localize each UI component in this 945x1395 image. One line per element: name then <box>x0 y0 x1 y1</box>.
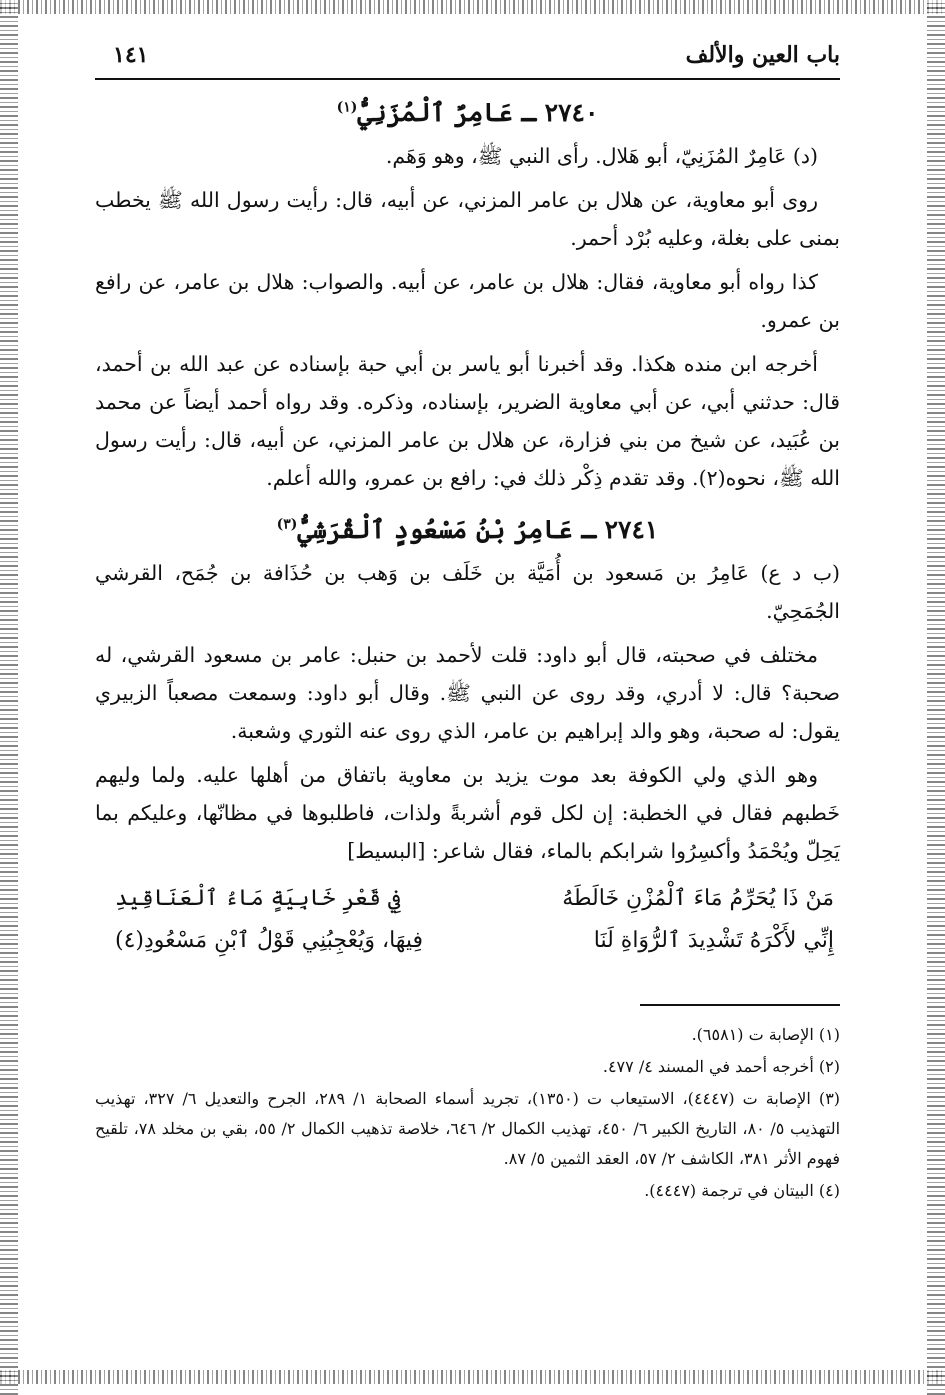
footnote-item: (٣) الإصابة ت (٤٤٤٧)، الاستيعاب ت (١٣٥٠)، تجريد أسماء الصحابة ١/ ٢٨٩، الجرح والتعديل ٦/ ٣٢٧، تهذيب التهذيب ٥/ ٨٠، التاريخ الكبير ٦/ ٤٥٠، تهذيب الكمال ٢/ ٦٤٦، خلاصة تذهيب الكمال ٢/ ٥٥، بقي بن مخلد ٧٨، تلقيح فهوم الأثر ٣٨١، الكاشف ٢/ ٥٧، العقد الثمين ٥/ ٨٧. <box>95 1089 841 1168</box>
entry-paragraph: روى أبو معاوية، عن هلال بن عامر المزني، عن أبيه، قال: رأيت رسول الله ﷺ يخطب بمنى على بغلة، وعليه بُرْد أحمر. <box>95 188 840 250</box>
decorative-border-left <box>0 0 18 1395</box>
footnote-item: (١) الإصابة ت (٦٥٨١). <box>691 1025 840 1044</box>
verse-line <box>95 920 840 962</box>
footnote-separator <box>640 1004 840 1006</box>
entry-paragraph: كذا رواه أبو معاوية، فقال: هلال بن عامر، عن أبيه. والصواب: هلال بن عامر، عن رافع بن عمرو. <box>95 270 840 332</box>
verse-second-hemistich: فِي قَعْرِ خَابِيَةٍ مَاءُ ٱلْعَنَاقِيدِ <box>115 886 401 911</box>
entry-title <box>95 515 840 544</box>
decorative-border-top <box>0 0 945 14</box>
footnote-item: (٤) البيتان في ترجمة (٤٤٤٧). <box>644 1181 840 1200</box>
entry-paragraph: مختلف في صحبته، قال أبو داود: قلت لأحمد بن حنبل: عامر بن مسعود القرشي، له صحبة؟ قال: لا أدري، وقد روى عن النبي ﷺ. وقال أبو داود: وسمعت مصعباً الزبيري يقول: له صحبة، وهو والد إبراهيم بن عامر، الذي روى عنه الثوري وشعبة. <box>95 643 840 743</box>
verse-first-hemistich: إِنِّي لأَكْرَهُ تَشْدِيدَ ٱلرُّوَاةِ لَنَا <box>593 928 834 953</box>
footnote-marker: (١) <box>336 99 358 116</box>
book-page <box>95 32 840 1352</box>
verse-first-hemistich: مَنْ ذَا يُحَرِّمُ مَاءَ ٱلْمُزْنِ خَالَطَهُ <box>562 886 834 911</box>
entry-paragraph: (ب د ع) عَامِرُ بن مَسعود بن أُمَيَّة بن خَلَف بن وَهب بن حُذَافة بن جُمَح، القرشي الجُمَحِيّ. <box>95 561 840 623</box>
poem-verses <box>95 878 840 962</box>
footnote-marker: (٣) <box>276 516 298 533</box>
chapter-title: باب العين والألف <box>685 42 840 68</box>
entry-title-text: ٢٧٤٠ ـ عَامِرٌ ٱلْمُزَنِيُّ <box>357 98 599 127</box>
verse-line <box>95 878 840 920</box>
entry-title <box>95 98 840 127</box>
footnote-item: (٢) أخرجه أحمد في المسند ٤/ ٤٧٧. <box>602 1057 840 1076</box>
footnotes <box>95 1020 840 1206</box>
decorative-border-bottom <box>0 1370 945 1384</box>
entry-title-text: ٢٧٤١ ـ عَامِرُ بْنُ مَسْعُودٍ ٱلْقُرَشِيُّ <box>297 515 659 544</box>
verse-second-hemistich: فِيهَا، وَيُعْجِبُنِي قَوْلُ ٱبْنِ مَسْعُودِ(٤) <box>115 928 424 953</box>
entry-paragraph: (د) عَامِرٌ المُزَنِيّ، أبو هَلال. رأى النبي ﷺ، وهو وَهَم. <box>385 144 818 168</box>
entry-paragraph: أخرجه ابن منده هكذا. وقد أخبرنا أبو ياسر بن أبي حبة بإسناده عن عبد الله بن أحمد، قال: حدثني أبي، عن أبي معاوية الضرير، بإسناده، وذكره. وقد رواه أحمد أيضاً عن محمد بن عُبَيد، عن شيخ من بني فزارة، عن هلال بن عامر المزني، عن أبيه، قال: رأيت رسول الله ﷺ، نحوه(٢). وقد تقدم ذِكْر ذلك في: رافع بن عمرو، والله أعلم. <box>95 352 840 490</box>
page-number: ١٤١ <box>113 42 149 68</box>
decorative-border-right <box>927 0 945 1395</box>
entry-paragraph: وهو الذي ولي الكوفة بعد موت يزيد بن معاوية باتفاق من أهلها عليه. ولما وليهم خَطبهم فقال في الخطبة: إن لكل قوم أشربةً ولذات، فاطلبوها في مظانّها، وعليكم بما يَحِلّ ويُحْمَدُ وأكسِرُوا شرابكم بالماء، فقال شاعر: [البسيط] <box>95 763 840 863</box>
running-header <box>95 32 840 80</box>
